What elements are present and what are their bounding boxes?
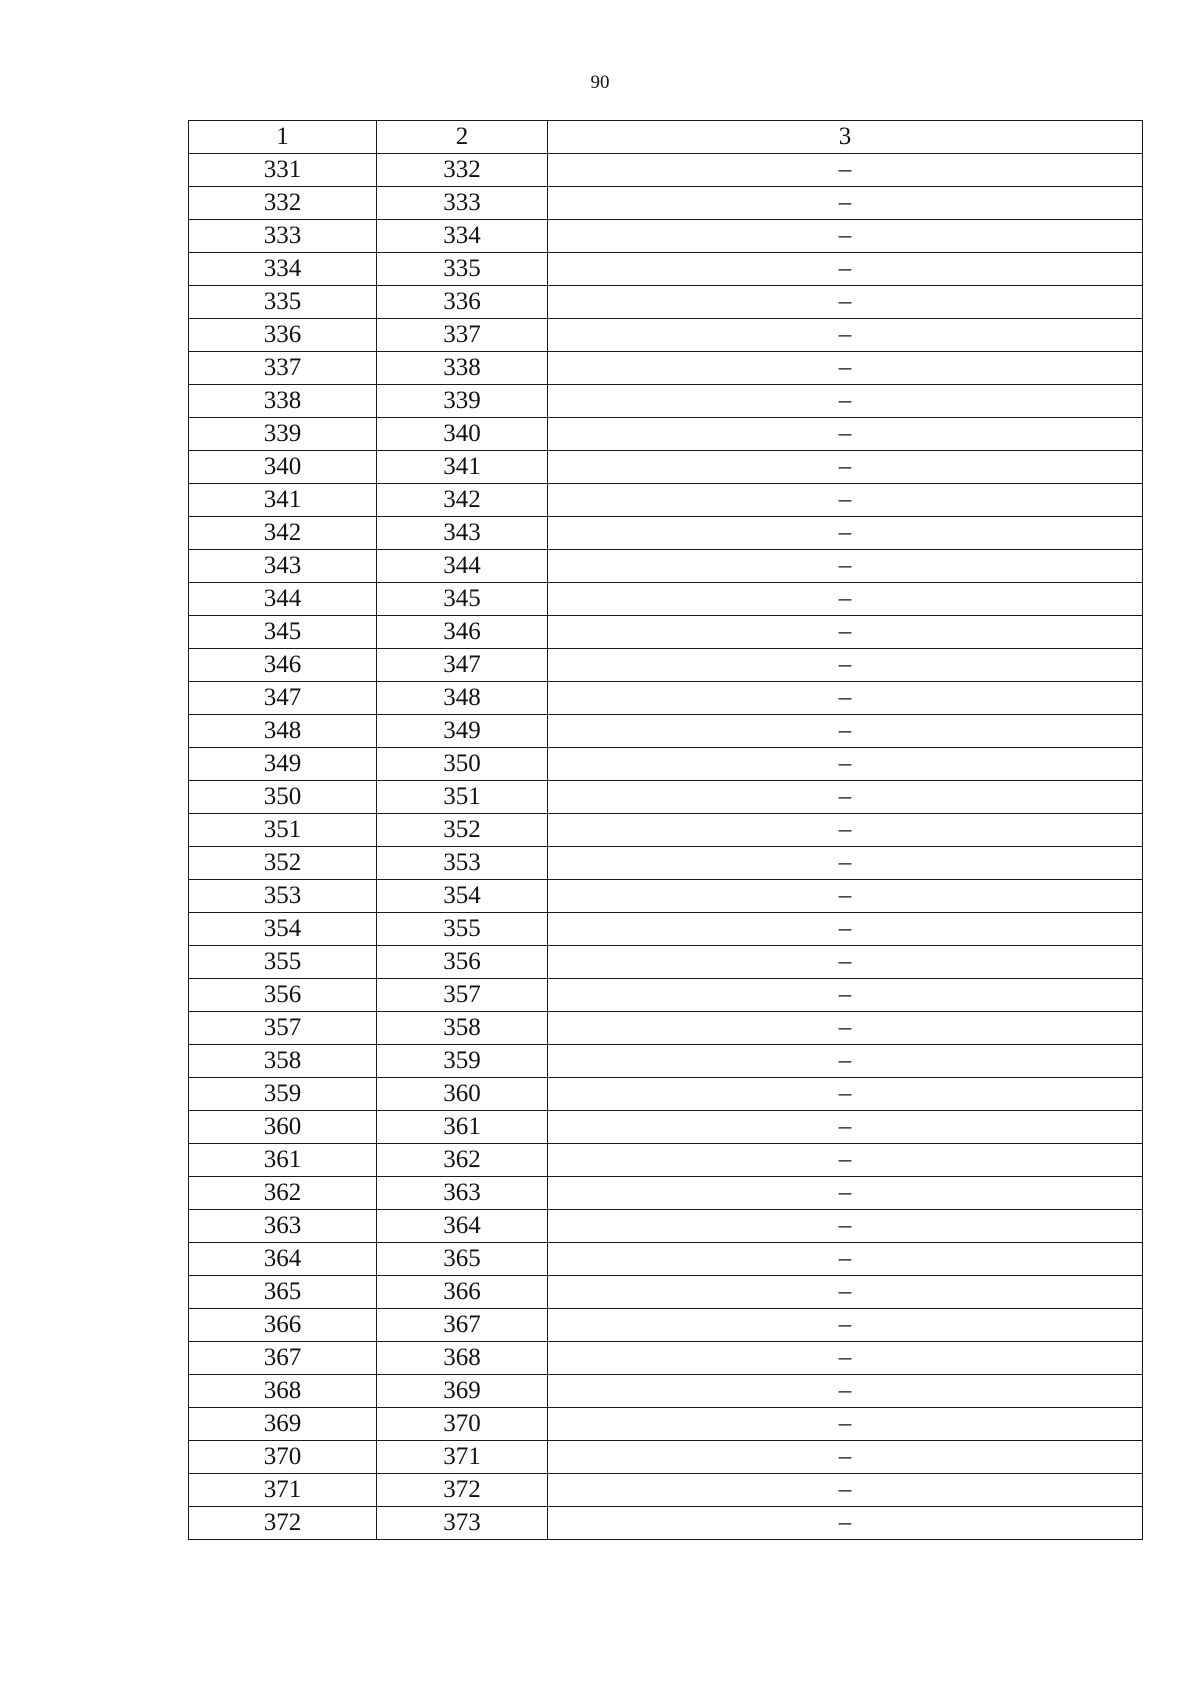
table-row [189, 781, 1143, 814]
table-cell-col-3: – [548, 451, 1143, 484]
table-cell-col-3: – [548, 1045, 1143, 1078]
table-cell-col-2: 349 [377, 715, 548, 748]
table-cell-col-1: 332 [189, 187, 377, 220]
table-cell-col-3: – [548, 1408, 1143, 1441]
table-cell-col-3: – [548, 1111, 1143, 1144]
table-cell-col-3: – [548, 1144, 1143, 1177]
table-cell-col-2: 344 [377, 550, 548, 583]
table-cell-col-1: 362 [189, 1177, 377, 1210]
table-cell-col-1: 358 [189, 1045, 377, 1078]
table-cell-col-3: – [548, 286, 1143, 319]
table-row [189, 1276, 1143, 1309]
table-cell-col-3: – [548, 1276, 1143, 1309]
table-cell-col-1: 348 [189, 715, 377, 748]
page-number: 90 [590, 72, 610, 93]
table-cell-col-3: – [548, 1474, 1143, 1507]
table-cell-col-1: 335 [189, 286, 377, 319]
table-cell-col-3: – [548, 1375, 1143, 1408]
table-row [189, 946, 1143, 979]
table-cell-col-3: – [548, 616, 1143, 649]
table-cell-col-3: – [548, 352, 1143, 385]
table-cell-col-3: – [548, 682, 1143, 715]
table-cell-col-1: 369 [189, 1408, 377, 1441]
table-row [189, 913, 1143, 946]
table-cell-col-2: 364 [377, 1210, 548, 1243]
table-cell-col-1: 360 [189, 1111, 377, 1144]
table-cell-col-1: 363 [189, 1210, 377, 1243]
table-row [189, 1441, 1143, 1474]
table-cell-col-2: 341 [377, 451, 548, 484]
table-cell-col-2: 367 [377, 1309, 548, 1342]
table-cell-col-3: – [548, 517, 1143, 550]
table-cell-col-1: 336 [189, 319, 377, 352]
table-cell-col-3: – [548, 1012, 1143, 1045]
table-row [189, 484, 1143, 517]
table-row [189, 253, 1143, 286]
table-cell-col-2: 373 [377, 1507, 548, 1540]
table-cell-col-1: 355 [189, 946, 377, 979]
table-cell-col-1: 361 [189, 1144, 377, 1177]
table-cell-col-1: 349 [189, 748, 377, 781]
table-cell-col-3: – [548, 1309, 1143, 1342]
table-cell-col-3: – [548, 715, 1143, 748]
table-cell-col-2: 359 [377, 1045, 548, 1078]
table-cell-col-1: 343 [189, 550, 377, 583]
table-row [189, 1045, 1143, 1078]
table-cell-col-1: 334 [189, 253, 377, 286]
table-cell-col-1: 337 [189, 352, 377, 385]
table-cell-col-3: – [548, 187, 1143, 220]
table-cell-col-3: – [548, 979, 1143, 1012]
data-table [188, 120, 1143, 1540]
table-cell-col-2: 340 [377, 418, 548, 451]
table-cell-col-1: 367 [189, 1342, 377, 1375]
table-row [189, 1177, 1143, 1210]
table-row [189, 319, 1143, 352]
table-cell-col-3: – [548, 847, 1143, 880]
table-cell-col-2: 348 [377, 682, 548, 715]
table-row [189, 748, 1143, 781]
table-cell-col-2: 333 [377, 187, 548, 220]
table-row [189, 1375, 1143, 1408]
table-cell-col-1: 345 [189, 616, 377, 649]
table-row [189, 352, 1143, 385]
table-cell-col-2: 363 [377, 1177, 548, 1210]
table-row [189, 1309, 1143, 1342]
table-cell-col-2: 358 [377, 1012, 548, 1045]
table-row [189, 880, 1143, 913]
table-row [189, 220, 1143, 253]
table-row [189, 1210, 1143, 1243]
table-body [189, 121, 1143, 1540]
table-row [189, 187, 1143, 220]
table-cell-col-1: 350 [189, 781, 377, 814]
table-cell-col-2: 332 [377, 154, 548, 187]
table-cell-col-3: – [548, 1441, 1143, 1474]
table-row [189, 1012, 1143, 1045]
table-cell-col-3: – [548, 781, 1143, 814]
table-cell-col-2: 372 [377, 1474, 548, 1507]
table-row [189, 979, 1143, 1012]
table-cell-col-1: 359 [189, 1078, 377, 1111]
table-cell-col-2: 342 [377, 484, 548, 517]
table-cell-col-1: 344 [189, 583, 377, 616]
table-cell-col-2: 334 [377, 220, 548, 253]
table-cell-col-3: – [548, 550, 1143, 583]
table-cell-col-3: – [548, 1507, 1143, 1540]
table-row [189, 649, 1143, 682]
table-cell-col-2: 370 [377, 1408, 548, 1441]
table-cell-col-3: – [548, 1243, 1143, 1276]
table-cell-col-1: 354 [189, 913, 377, 946]
table-cell-col-1: 331 [189, 154, 377, 187]
table-row [189, 1342, 1143, 1375]
table-cell-col-3: – [548, 319, 1143, 352]
table-cell-col-3: – [548, 649, 1143, 682]
table-cell-col-2: 347 [377, 649, 548, 682]
table-cell-col-3: – [548, 220, 1143, 253]
table-cell-col-1: 372 [189, 1507, 377, 1540]
table-cell-col-1: 333 [189, 220, 377, 253]
table-row [189, 1474, 1143, 1507]
table-cell-col-1: 353 [189, 880, 377, 913]
table-cell-col-3: – [548, 1177, 1143, 1210]
table-cell-col-2: 354 [377, 880, 548, 913]
table-cell-col-1: 356 [189, 979, 377, 1012]
table-cell-col-1: 346 [189, 649, 377, 682]
table-row [189, 1144, 1143, 1177]
table-cell-col-2: 343 [377, 517, 548, 550]
table-row [189, 715, 1143, 748]
table-cell-col-3: – [548, 1210, 1143, 1243]
table-cell-col-2: 365 [377, 1243, 548, 1276]
table-cell-col-2: 357 [377, 979, 548, 1012]
table-cell-col-2: 345 [377, 583, 548, 616]
table-cell-col-2: 371 [377, 1441, 548, 1474]
table-cell-col-2: 352 [377, 814, 548, 847]
table-cell-col-1: 339 [189, 418, 377, 451]
table-cell-col-2: 361 [377, 1111, 548, 1144]
table-cell-col-2: 353 [377, 847, 548, 880]
table-cell-col-3: – [548, 583, 1143, 616]
table-cell-col-1: 366 [189, 1309, 377, 1342]
table-cell-col-2: 351 [377, 781, 548, 814]
table-cell-col-3: – [548, 418, 1143, 451]
table-cell-col-2: 346 [377, 616, 548, 649]
table-cell-col-1: 370 [189, 1441, 377, 1474]
table-cell-col-1: 340 [189, 451, 377, 484]
table-cell-col-2: 350 [377, 748, 548, 781]
table-row [189, 847, 1143, 880]
header-cell-3: 3 [548, 121, 1143, 154]
table-cell-col-1: 352 [189, 847, 377, 880]
table-header-row [189, 121, 1143, 154]
table-row [189, 1507, 1143, 1540]
header-cell-1: 1 [189, 121, 377, 154]
table-cell-col-2: 336 [377, 286, 548, 319]
table-cell-col-1: 347 [189, 682, 377, 715]
table-row [189, 1408, 1143, 1441]
table-cell-col-2: 337 [377, 319, 548, 352]
table-row [189, 1078, 1143, 1111]
table-cell-col-1: 351 [189, 814, 377, 847]
table-cell-col-3: – [548, 748, 1143, 781]
table-row [189, 814, 1143, 847]
header-cell-2: 2 [377, 121, 548, 154]
table-cell-col-3: – [548, 154, 1143, 187]
table-cell-col-2: 360 [377, 1078, 548, 1111]
table-row [189, 583, 1143, 616]
table-cell-col-1: 342 [189, 517, 377, 550]
table-row [189, 682, 1143, 715]
table-cell-col-2: 362 [377, 1144, 548, 1177]
table-cell-col-3: – [548, 253, 1143, 286]
table-row [189, 154, 1143, 187]
table-cell-col-1: 371 [189, 1474, 377, 1507]
table-row [189, 451, 1143, 484]
table-cell-col-3: – [548, 1078, 1143, 1111]
table-row [189, 1111, 1143, 1144]
table-cell-col-2: 355 [377, 913, 548, 946]
table-cell-col-3: – [548, 880, 1143, 913]
table-cell-col-2: 369 [377, 1375, 548, 1408]
table-cell-col-1: 341 [189, 484, 377, 517]
table-cell-col-2: 338 [377, 352, 548, 385]
table-row [189, 550, 1143, 583]
table-row [189, 517, 1143, 550]
table-cell-col-1: 357 [189, 1012, 377, 1045]
table-cell-col-3: – [548, 385, 1143, 418]
table-cell-col-3: – [548, 946, 1143, 979]
table-cell-col-2: 335 [377, 253, 548, 286]
table-cell-col-1: 365 [189, 1276, 377, 1309]
table-cell-col-3: – [548, 814, 1143, 847]
table-cell-col-2: 339 [377, 385, 548, 418]
table-cell-col-3: – [548, 913, 1143, 946]
table-row [189, 1243, 1143, 1276]
table-cell-col-2: 368 [377, 1342, 548, 1375]
table-cell-col-2: 366 [377, 1276, 548, 1309]
table-row [189, 385, 1143, 418]
table-cell-col-1: 364 [189, 1243, 377, 1276]
table-row [189, 418, 1143, 451]
table-row [189, 286, 1143, 319]
table-cell-col-3: – [548, 1342, 1143, 1375]
table-cell-col-1: 368 [189, 1375, 377, 1408]
table-row [189, 616, 1143, 649]
table-cell-col-2: 356 [377, 946, 548, 979]
table-cell-col-3: – [548, 484, 1143, 517]
table-cell-col-1: 338 [189, 385, 377, 418]
